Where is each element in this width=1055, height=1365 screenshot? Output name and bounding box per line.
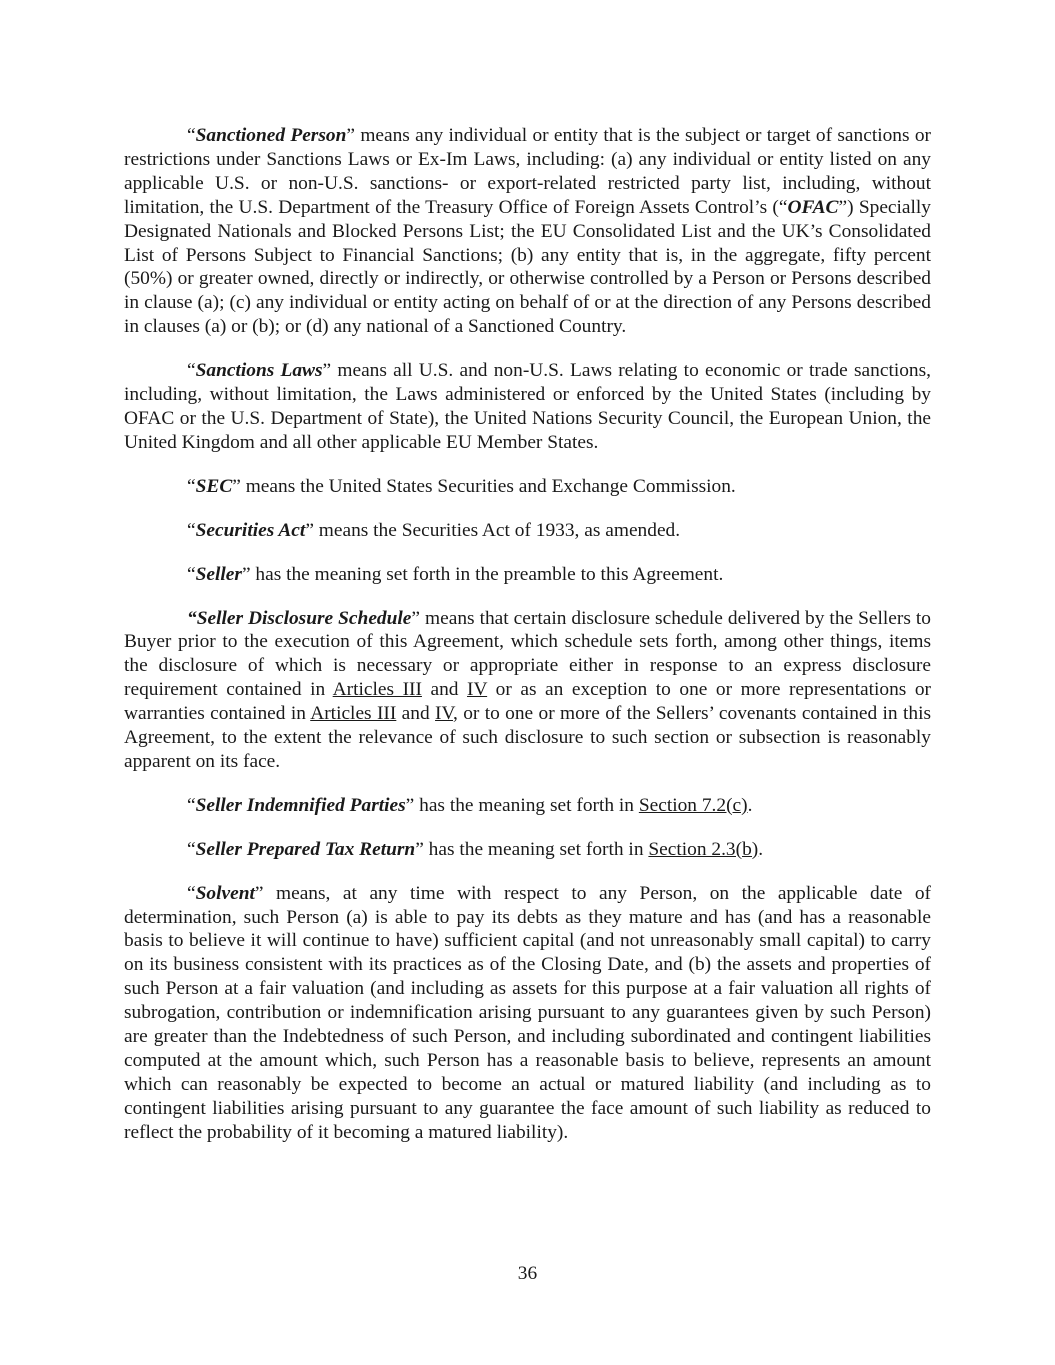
definition-text: , or to one or more of the Sellers’ covenants contained in this Agreement, to the extent the relevance of such disclosure to such section or subsection is reasonably apparent on its face. bbox=[124, 703, 931, 772]
article-iv-link[interactable]: IV bbox=[467, 679, 488, 701]
definition-text: means that certain disclosure schedule delivered by the Sellers to Buyer prior to the execution of this Agreement, which schedule sets forth, among other things, items the disclosure of which is necessary or appropriate either in response to an express disclosure requirement contained in bbox=[124, 607, 931, 701]
definition-sanctions-laws bbox=[124, 359, 931, 455]
open-quote: “ bbox=[187, 475, 196, 497]
section-2-3-b-link[interactable]: Section 2.3(b) bbox=[648, 838, 759, 860]
document-page bbox=[124, 124, 931, 1165]
close-quote: ” bbox=[254, 882, 264, 904]
definition-text: means the United States Securities and Exchange Commission. bbox=[240, 475, 736, 497]
open-quote: “ bbox=[187, 125, 196, 146]
definition-text: . bbox=[747, 794, 753, 816]
defined-term: Seller bbox=[195, 563, 242, 585]
definition-sanctioned-person bbox=[124, 124, 931, 339]
definition-text: and bbox=[396, 703, 436, 725]
close-quote: ” bbox=[405, 794, 415, 816]
close-quote: ” bbox=[305, 519, 314, 541]
defined-term: Securities Act bbox=[195, 519, 306, 541]
page-number: 36 bbox=[517, 1263, 538, 1284]
definition-text: means any individual or entity that is the subject or target of sanctions or restrictions under Sanctions Laws or Ex-Im Laws, including: (a) any individual or entity listed on any applicable U.S. or non-U.S. sanctions- or export-related restricted party list, including, without limitation, the U.S. Department of the Treasury Office of Foreign Assets Control’s (“ bbox=[124, 125, 932, 218]
defined-term: Sanctioned Person bbox=[195, 125, 347, 146]
close-quote: ” bbox=[411, 607, 421, 629]
definition-text: means all U.S. and non-U.S. Laws relating to economic or trade sanctions, including, without limitation, the Laws administered or enforced by the United States (including by OFAC or the U.S. Department of State), the United Nations Security Council, the European Union, the United Kingdom and all other applicable EU Member States. bbox=[124, 360, 931, 453]
definition-text: means, at any time with respect to any Person, on the applicable date of determination, such Person (a) is able to pay its debts as they mature and has (and has a reasonable basis to believe it will continue to have) sufficient capital (and not unreasonably small capital) to carry on its business consistent with its practices as of the Closing Date, and (b) the assets and properties of such Person at a fair valuation (and including as assets for this purpose at a fair valuation all rights of subrogation, contribution or indemnification arising pursuant to any guarantees given by such Person) are greater than the Indebtedness of such Person, and including subordinated and contingent liabilities computed at the amount which, such Person has a reasonable basis to believe, represents an amount which can reasonably be expected to become an actual or matured liability (and including as to contingent liabilities arising pursuant to any guarantee the face amount of such liability as reduced to reflect the probability of it becoming a matured liability). bbox=[124, 882, 931, 1143]
definition-solvent bbox=[124, 882, 931, 1145]
definition-seller-indemnified-parties bbox=[124, 794, 931, 818]
close-quote: ” bbox=[346, 125, 355, 146]
definition-sec bbox=[124, 475, 931, 499]
article-iv-link[interactable]: IV bbox=[435, 703, 454, 725]
definition-text: has the meaning set forth in bbox=[414, 794, 639, 816]
open-quote: “ bbox=[187, 360, 196, 382]
close-quote: ” bbox=[322, 360, 332, 382]
defined-term: Seller Prepared Tax Return bbox=[195, 838, 416, 860]
defined-term: Sanctions Laws bbox=[195, 360, 323, 382]
open-quote: “ bbox=[187, 519, 196, 541]
defined-term: Seller Indemnified Parties bbox=[195, 794, 406, 816]
articles-iii-link[interactable]: Articles III bbox=[310, 703, 397, 725]
open-quote: “ bbox=[187, 563, 196, 585]
definition-text: ”) Specially Designated Nationals and Blocked Persons List; the EU Consolidated List and the UK’s Consolidated List of Persons Subject to Financial Sanctions; (b) any entity that is, in the aggregate, fifty percent (50%) or greater owned, directly or indirectly, or otherwise controlled by a Person or Persons described in clause (a); (c) any individual or entity acting on behalf of or at the direction of any Persons described in clauses (a) or (b); or (d) any national of a Sanctioned Country. bbox=[124, 196, 931, 338]
definition-seller-disclosure-schedule bbox=[124, 607, 931, 774]
defined-term: Seller Disclosure Schedule bbox=[196, 607, 412, 629]
definition-text: means the Securities Act of 1933, as amended. bbox=[313, 519, 681, 541]
open-quote: “ bbox=[187, 882, 196, 904]
articles-iii-link[interactable]: Articles III bbox=[332, 679, 422, 701]
section-7-2-c-link[interactable]: Section 7.2(c) bbox=[638, 794, 748, 816]
open-quote: “ bbox=[187, 838, 196, 860]
defined-term: SEC bbox=[195, 475, 233, 497]
defined-term: Solvent bbox=[195, 882, 255, 904]
definition-text: and bbox=[421, 679, 468, 701]
open-quote: “ bbox=[187, 794, 196, 816]
definition-seller bbox=[124, 563, 931, 587]
open-quote: “ bbox=[187, 607, 197, 629]
definition-securities-act bbox=[124, 519, 931, 543]
definition-text: or as an exception to one or more representations or warranties contained in bbox=[124, 679, 932, 725]
close-quote: ” bbox=[415, 838, 424, 860]
definition-text: has the meaning set forth in bbox=[423, 838, 649, 860]
close-quote: ” bbox=[232, 475, 241, 497]
close-quote: ” bbox=[241, 563, 251, 585]
definition-seller-prepared-tax-return bbox=[124, 838, 931, 862]
definition-text: . bbox=[758, 838, 764, 860]
definition-text: has the meaning set forth in the preamble to this Agreement. bbox=[250, 563, 724, 585]
defined-term-inline: OFAC bbox=[787, 196, 839, 218]
